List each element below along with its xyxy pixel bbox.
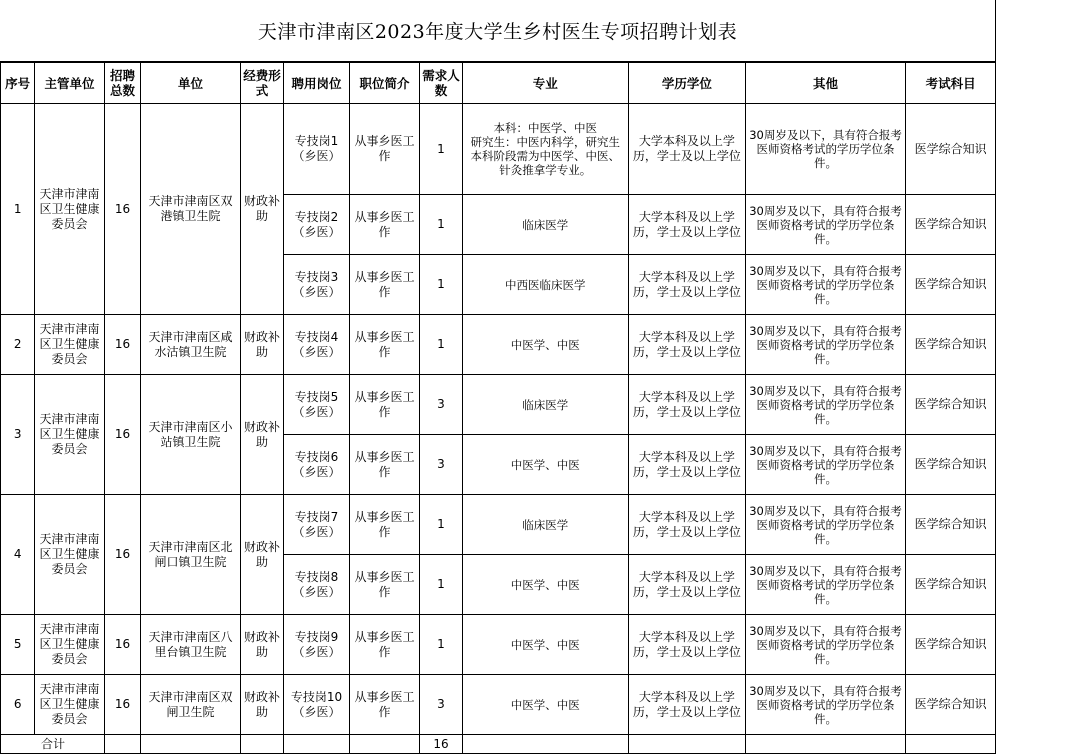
exam-cell: 医学综合知识 (906, 104, 996, 195)
demand-cell: 3 (420, 675, 462, 735)
demand-cell: 1 (420, 255, 462, 315)
header-demand: 需求人数 (420, 63, 462, 104)
exam-cell: 医学综合知识 (906, 555, 996, 615)
post-cell: 专技岗9（乡医） (284, 615, 350, 675)
seq-cell: 5 (1, 615, 35, 675)
seq-cell: 1 (1, 104, 35, 315)
total-label: 合计 (1, 735, 105, 754)
other-cell: 30周岁及以下，具有符合报考医师资格考试的学历学位条件。 (745, 675, 905, 735)
other-cell: 30周岁及以下，具有符合报考医师资格考试的学历学位条件。 (745, 255, 905, 315)
empty-cell (104, 735, 140, 754)
table-row (1, 495, 996, 555)
table-row (1, 104, 996, 195)
exam-cell: 医学综合知识 (906, 675, 996, 735)
unit-cell: 天津市津南区北闸口镇卫生院 (141, 495, 241, 615)
empty-cell (906, 735, 996, 754)
post-cell: 专技岗5（乡医） (284, 375, 350, 435)
demand-cell: 3 (420, 435, 462, 495)
degree-cell: 大学本科及以上学历，学士及以上学位 (628, 375, 745, 435)
demand-cell: 1 (420, 104, 462, 195)
major-cell: 中医学、中医 (462, 615, 628, 675)
header-degree: 学历学位 (628, 63, 745, 104)
desc-cell: 从事乡医工作 (349, 495, 420, 555)
total-row (1, 735, 996, 754)
table-row (1, 375, 996, 435)
post-cell: 专技岗1（乡医） (284, 104, 350, 195)
seq-cell: 6 (1, 675, 35, 735)
unit-cell: 天津市津南区双港镇卫生院 (141, 104, 241, 315)
total-cell: 16 (104, 375, 140, 495)
desc-cell: 从事乡医工作 (349, 104, 420, 195)
major-cell: 临床医学 (462, 375, 628, 435)
desc-cell: 从事乡医工作 (349, 555, 420, 615)
desc-cell: 从事乡医工作 (349, 675, 420, 735)
empty-cell (745, 735, 905, 754)
post-cell: 专技岗6（乡医） (284, 435, 350, 495)
desc-cell: 从事乡医工作 (349, 255, 420, 315)
major-cell: 中医学、中医 (462, 435, 628, 495)
other-cell: 30周岁及以下，具有符合报考医师资格考试的学历学位条件。 (745, 555, 905, 615)
header-desc: 职位简介 (349, 63, 420, 104)
post-cell: 专技岗4（乡医） (284, 315, 350, 375)
table-row (1, 675, 996, 735)
exam-cell: 医学综合知识 (906, 255, 996, 315)
major-cell: 中医学、中医 (462, 675, 628, 735)
degree-cell: 大学本科及以上学历，学士及以上学位 (628, 104, 745, 195)
funding-cell: 财政补助 (240, 315, 283, 375)
major-cell: 临床医学 (462, 495, 628, 555)
dept-cell: 天津市津南区卫生健康委员会 (35, 315, 105, 375)
seq-cell: 2 (1, 315, 35, 375)
recruitment-table (0, 62, 996, 754)
other-cell: 30周岁及以下，具有符合报考医师资格考试的学历学位条件。 (745, 104, 905, 195)
post-cell: 专技岗7（乡医） (284, 495, 350, 555)
other-cell: 30周岁及以下，具有符合报考医师资格考试的学历学位条件。 (745, 615, 905, 675)
header-seq: 序号 (1, 63, 35, 104)
dept-cell: 天津市津南区卫生健康委员会 (35, 375, 105, 495)
header-other: 其他 (745, 63, 905, 104)
degree-cell: 大学本科及以上学历，学士及以上学位 (628, 675, 745, 735)
desc-cell: 从事乡医工作 (349, 435, 420, 495)
major-cell: 中医学、中医 (462, 555, 628, 615)
empty-cell (240, 735, 283, 754)
other-cell: 30周岁及以下，具有符合报考医师资格考试的学历学位条件。 (745, 195, 905, 255)
total-demand: 16 (420, 735, 462, 754)
header-dept: 主管单位 (35, 63, 105, 104)
major-cell: 本科：中医学、中医 研究生：中医内科学，研究生本科阶段需为中医学、中医、针灸推拿学专业。 (462, 104, 628, 195)
exam-cell: 医学综合知识 (906, 375, 996, 435)
empty-cell (628, 735, 745, 754)
desc-cell: 从事乡医工作 (349, 315, 420, 375)
demand-cell: 1 (420, 495, 462, 555)
header-major: 专业 (462, 63, 628, 104)
degree-cell: 大学本科及以上学历，学士及以上学位 (628, 195, 745, 255)
degree-cell: 大学本科及以上学历，学士及以上学位 (628, 615, 745, 675)
dept-cell: 天津市津南区卫生健康委员会 (35, 615, 105, 675)
header-row (1, 63, 996, 104)
demand-cell: 1 (420, 315, 462, 375)
degree-cell: 大学本科及以上学历，学士及以上学位 (628, 435, 745, 495)
empty-cell (462, 735, 628, 754)
funding-cell: 财政补助 (240, 495, 283, 615)
post-cell: 专技岗2（乡医） (284, 195, 350, 255)
degree-cell: 大学本科及以上学历，学士及以上学位 (628, 315, 745, 375)
demand-cell: 1 (420, 615, 462, 675)
empty-cell (284, 735, 350, 754)
funding-cell: 财政补助 (240, 615, 283, 675)
other-cell: 30周岁及以下，具有符合报考医师资格考试的学历学位条件。 (745, 495, 905, 555)
unit-cell: 天津市津南区小站镇卫生院 (141, 375, 241, 495)
major-cell: 中西医临床医学 (462, 255, 628, 315)
exam-cell: 医学综合知识 (906, 315, 996, 375)
funding-cell: 财政补助 (240, 675, 283, 735)
page-title: 天津市津南区2023年度大学生乡村医生专项招聘计划表 (0, 0, 996, 62)
unit-cell: 天津市津南区咸水沽镇卫生院 (141, 315, 241, 375)
desc-cell: 从事乡医工作 (349, 195, 420, 255)
table-row (1, 615, 996, 675)
empty-cell (349, 735, 420, 754)
post-cell: 专技岗8（乡医） (284, 555, 350, 615)
total-cell: 16 (104, 315, 140, 375)
seq-cell: 4 (1, 495, 35, 615)
header-post: 聘用岗位 (284, 63, 350, 104)
funding-cell: 财政补助 (240, 375, 283, 495)
degree-cell: 大学本科及以上学历，学士及以上学位 (628, 555, 745, 615)
degree-cell: 大学本科及以上学历，学士及以上学位 (628, 495, 745, 555)
dept-cell: 天津市津南区卫生健康委员会 (35, 495, 105, 615)
exam-cell: 医学综合知识 (906, 435, 996, 495)
other-cell: 30周岁及以下，具有符合报考医师资格考试的学历学位条件。 (745, 315, 905, 375)
seq-cell: 3 (1, 375, 35, 495)
demand-cell: 3 (420, 375, 462, 435)
unit-cell: 天津市津南区八里台镇卫生院 (141, 615, 241, 675)
other-cell: 30周岁及以下，具有符合报考医师资格考试的学历学位条件。 (745, 375, 905, 435)
header-total: 招聘总数 (104, 63, 140, 104)
header-unit: 单位 (141, 63, 241, 104)
demand-cell: 1 (420, 195, 462, 255)
dept-cell: 天津市津南区卫生健康委员会 (35, 104, 105, 315)
post-cell: 专技岗10（乡医） (284, 675, 350, 735)
major-cell: 中医学、中医 (462, 315, 628, 375)
desc-cell: 从事乡医工作 (349, 375, 420, 435)
desc-cell: 从事乡医工作 (349, 615, 420, 675)
table-row (1, 315, 996, 375)
other-cell: 30周岁及以下，具有符合报考医师资格考试的学历学位条件。 (745, 435, 905, 495)
post-cell: 专技岗3（乡医） (284, 255, 350, 315)
exam-cell: 医学综合知识 (906, 195, 996, 255)
exam-cell: 医学综合知识 (906, 495, 996, 555)
degree-cell: 大学本科及以上学历，学士及以上学位 (628, 255, 745, 315)
funding-cell: 财政补助 (240, 104, 283, 315)
exam-cell: 医学综合知识 (906, 615, 996, 675)
empty-cell (141, 735, 241, 754)
total-cell: 16 (104, 675, 140, 735)
header-funding: 经费形式 (240, 63, 283, 104)
total-cell: 16 (104, 615, 140, 675)
total-cell: 16 (104, 495, 140, 615)
major-cell: 临床医学 (462, 195, 628, 255)
header-exam: 考试科目 (906, 63, 996, 104)
demand-cell: 1 (420, 555, 462, 615)
unit-cell: 天津市津南区双闸卫生院 (141, 675, 241, 735)
total-cell: 16 (104, 104, 140, 315)
dept-cell: 天津市津南区卫生健康委员会 (35, 675, 105, 735)
